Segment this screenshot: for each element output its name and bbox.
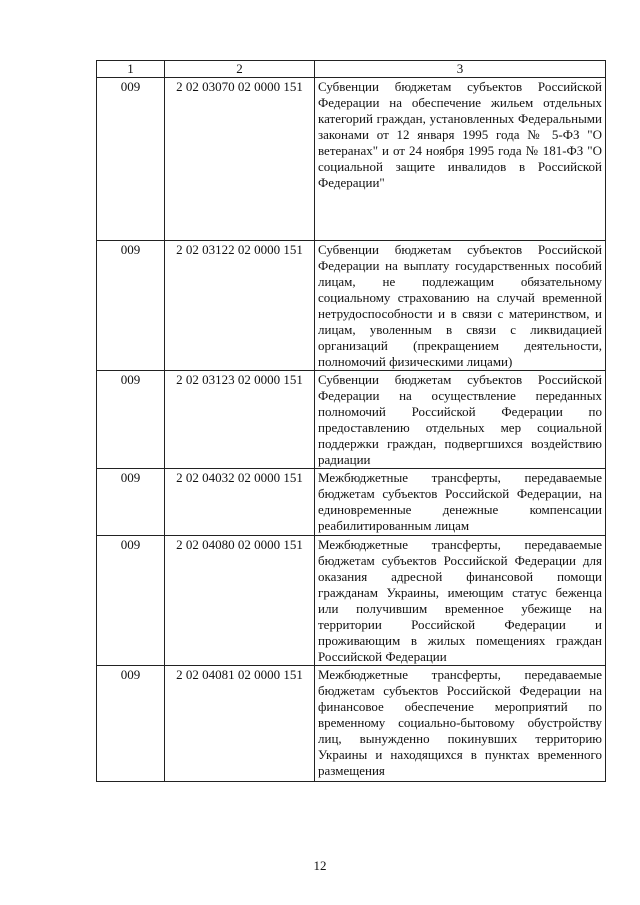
page-number: 12 xyxy=(313,858,327,873)
description-cell: Межбюджетные трансферты, передаваемые бюджетам субъектов Российской Федерации на финансовое обеспечение мероприятий по временному социально-бытовому обустройству лиц, вынужденно покинувших территорию Украины и находящихся в пунктах временного размещения xyxy=(315,666,606,782)
table-row xyxy=(97,78,606,241)
budget-code-cell: 2 02 04081 02 0000 151 xyxy=(165,666,315,782)
admin-code-cell: 009 xyxy=(97,241,165,371)
table-row xyxy=(97,469,606,536)
budget-code-cell: 2 02 03122 02 0000 151 xyxy=(165,241,315,371)
description-cell: Субвенции бюджетам субъектов Российской Федерации на обеспечение жильем отдельных категорий граждан, установленных Федеральными законами от 12 января 1995 года № 5-ФЗ "О ветеранах" и от 24 ноября 1995 года № 181-ФЗ "О социальной защите инвалидов в Российской Федерации" xyxy=(315,78,606,241)
header-col-2: 2 xyxy=(165,61,315,78)
budget-code-cell: 2 02 03123 02 0000 151 xyxy=(165,371,315,469)
admin-code-cell: 009 xyxy=(97,666,165,782)
description-cell: Субвенции бюджетам субъектов Российской Федерации на осуществление переданных полномочий Российской Федерации по предоставлению отдельных мер социальной поддержки граждан, подвергшихся воздействию радиации xyxy=(315,371,606,469)
admin-code-cell: 009 xyxy=(97,371,165,469)
table-row xyxy=(97,241,606,371)
admin-code-cell: 009 xyxy=(97,536,165,666)
description-cell: Субвенции бюджетам субъектов Российской Федерации на выплату государственных пособий лицам, не подлежащим обязательному социальному страхованию на случай временной нетрудоспособности и в связи с материнством, и лицам, уволенным в связи с ликвидацией организаций (прекращением деятельности, полномочий физическими лицами) xyxy=(315,241,606,371)
budget-code-cell: 2 02 04080 02 0000 151 xyxy=(165,536,315,666)
header-col-1: 1 xyxy=(97,61,165,78)
table-header-row xyxy=(97,61,606,78)
budget-code-cell: 2 02 03070 02 0000 151 xyxy=(165,78,315,241)
admin-code-cell: 009 xyxy=(97,469,165,536)
budget-code-cell: 2 02 04032 02 0000 151 xyxy=(165,469,315,536)
description-cell: Межбюджетные трансферты, передаваемые бюджетам субъектов Российской Федерации для оказания адресной финансовой помощи гражданам Украины, имеющим статус беженца или получившим временное убежище на территории Российской Федерации и проживающим в жилых помещениях граждан Российской Федерации xyxy=(315,536,606,666)
budget-codes-table xyxy=(96,60,606,782)
admin-code-cell: 009 xyxy=(97,78,165,241)
table-row xyxy=(97,371,606,469)
table-row xyxy=(97,536,606,666)
table-row xyxy=(97,666,606,782)
description-cell: Межбюджетные трансферты, передаваемые бюджетам субъектов Российской Федерации, на единовременные денежные компенсации реабилитированным лицам xyxy=(315,469,606,536)
header-col-3: 3 xyxy=(315,61,606,78)
